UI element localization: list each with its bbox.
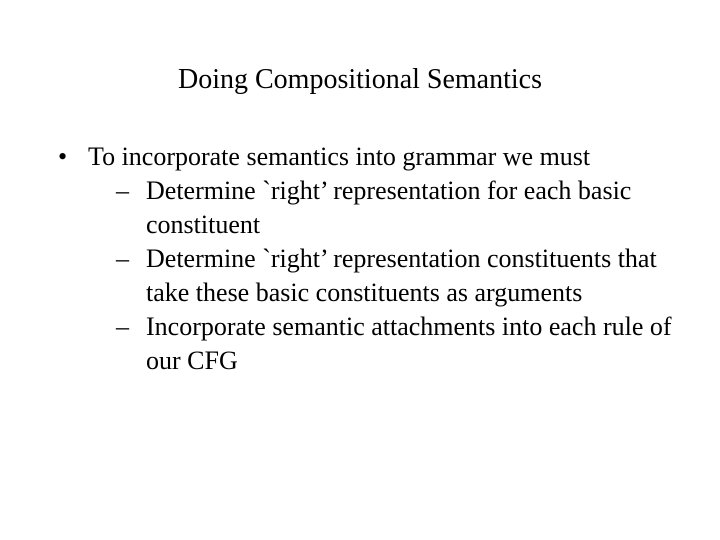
slide-title: Doing Compositional Semantics: [178, 64, 542, 95]
bullet-marker: •: [58, 142, 68, 171]
sub-bullet-marker: –: [116, 176, 129, 205]
sub-bullet-item: [116, 242, 698, 310]
sub-bullet-item: [116, 310, 698, 378]
sub-bullet-marker: –: [116, 244, 129, 273]
sub-bullet-list: [116, 174, 698, 378]
bullet-item: [58, 140, 698, 174]
slide-body: [58, 140, 698, 378]
bullet-text: To incorporate semantics into grammar we must: [88, 142, 591, 171]
sub-bullet-text: Determine `right’ representation for each basic constituent: [146, 176, 632, 239]
sub-bullet-item: [116, 174, 698, 242]
sub-bullet-text: Determine `right’ representation constituents that take these basic constituents as arguments: [146, 244, 657, 307]
sub-bullet-marker: –: [116, 312, 129, 341]
sub-bullet-text: Incorporate semantic attachments into each rule of our CFG: [146, 312, 672, 375]
